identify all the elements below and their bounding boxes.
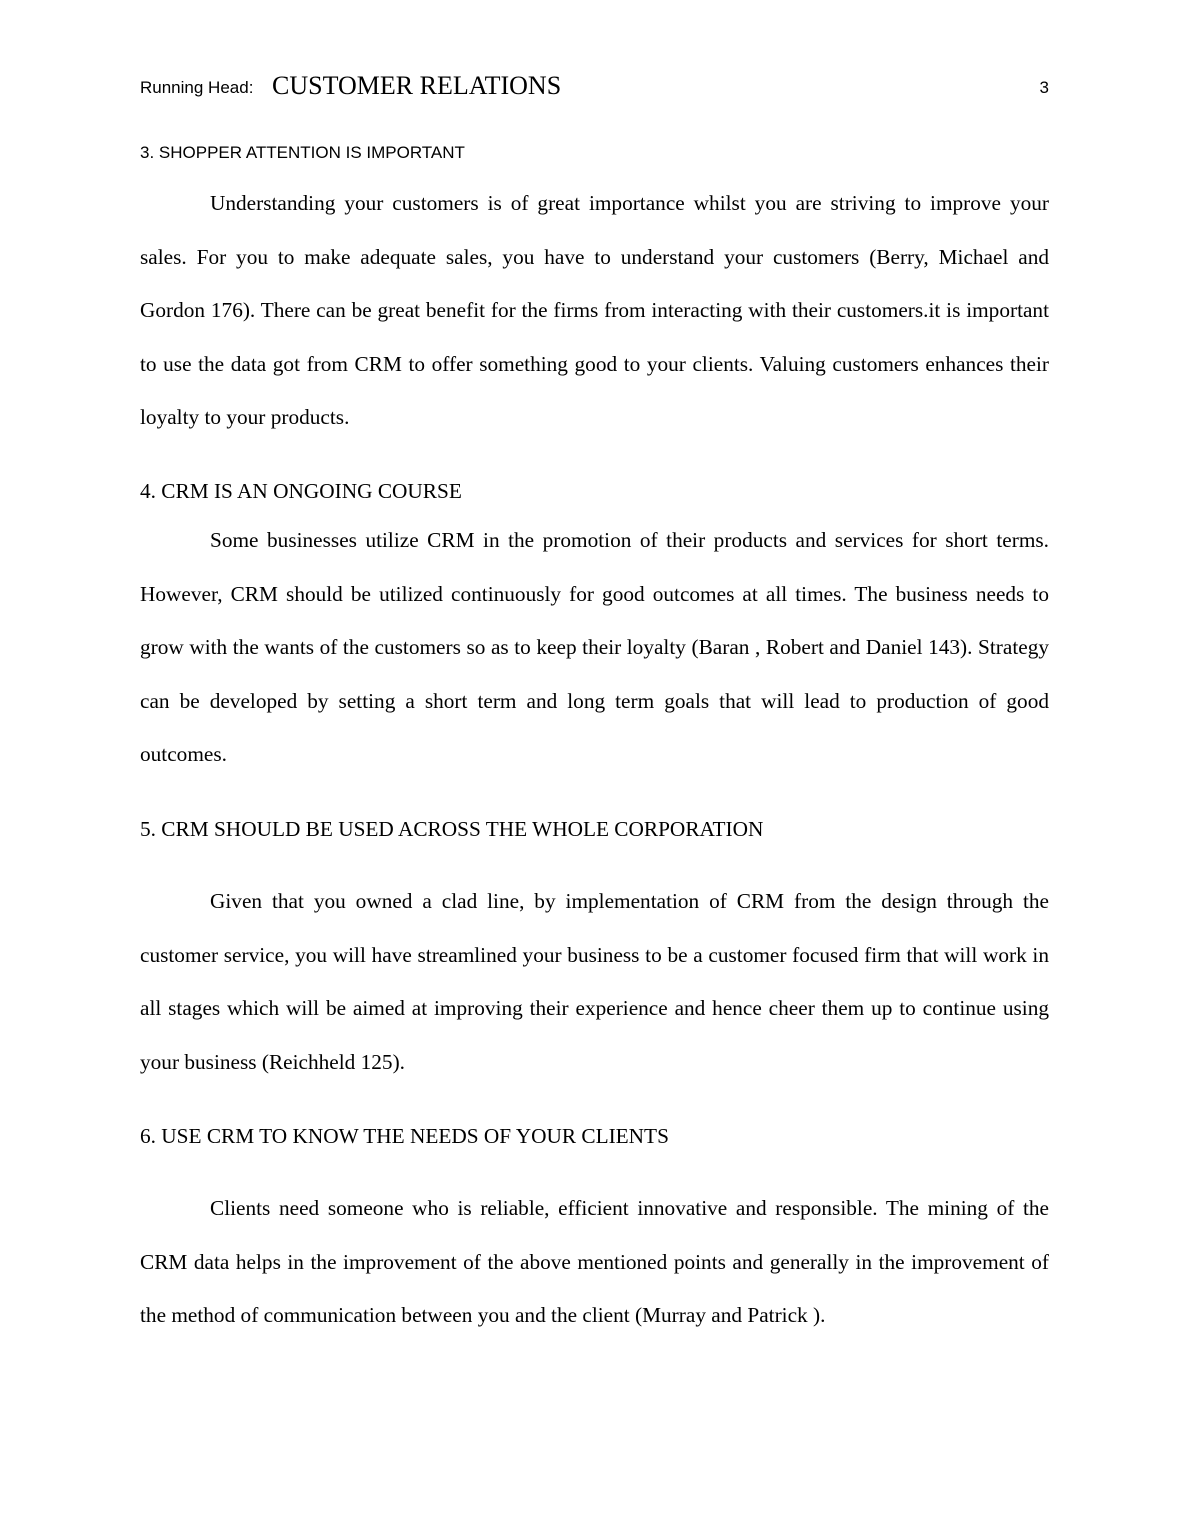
section-heading-3: 3. SHOPPER ATTENTION IS IMPORTANT (140, 143, 465, 162)
section-paragraph-3: Understanding your customers is of great importance whilst you are striving to improve your sales. For you to make adequate sales, you have to understand your customers (Berry, Michael and Gordon 176). There can be great benefit for the firms from interacting with their customers.it is important to use the data got from CRM to offer something good to your clients. Valuing customers enhances their loyalty to your products. (140, 191, 1049, 430)
page-number: 3 (1039, 78, 1049, 97)
running-header (140, 70, 1049, 104)
running-head-label: Running Head: (140, 78, 254, 97)
section-paragraph-6: Clients need someone who is reliable, efficient innovative and responsible. The mining of the CRM data helps in the improvement of the above mentioned points and generally in the improvement of the method of communication between you and the client (Murray and Patrick ). (140, 1196, 1049, 1328)
section-heading-4: 4. CRM IS AN ONGOING COURSE (140, 479, 462, 503)
section-heading-6: 6. USE CRM TO KNOW THE NEEDS OF YOUR CLIENTS (140, 1124, 669, 1148)
section-paragraph-5: Given that you owned a clad line, by implementation of CRM from the design through the customer service, you will have streamlined your business to be a customer focused firm that will work in all stages which will be aimed at improving their experience and hence cheer them up to continue using your business (Reichheld 125). (140, 889, 1049, 1074)
running-head-title: CUSTOMER RELATIONS (272, 71, 562, 100)
section-heading-5: 5. CRM SHOULD BE USED ACROSS THE WHOLE CORPORATION (140, 817, 764, 841)
section-paragraph-4: Some businesses utilize CRM in the promotion of their products and services for short terms. However, CRM should be utilized continuously for good outcomes at all times. The business needs to grow with the wants of the customers so as to keep their loyalty (Baran , Robert and Daniel 143). Strategy can be developed by setting a short term and long term goals that will lead to production of good outcomes. (140, 528, 1049, 767)
